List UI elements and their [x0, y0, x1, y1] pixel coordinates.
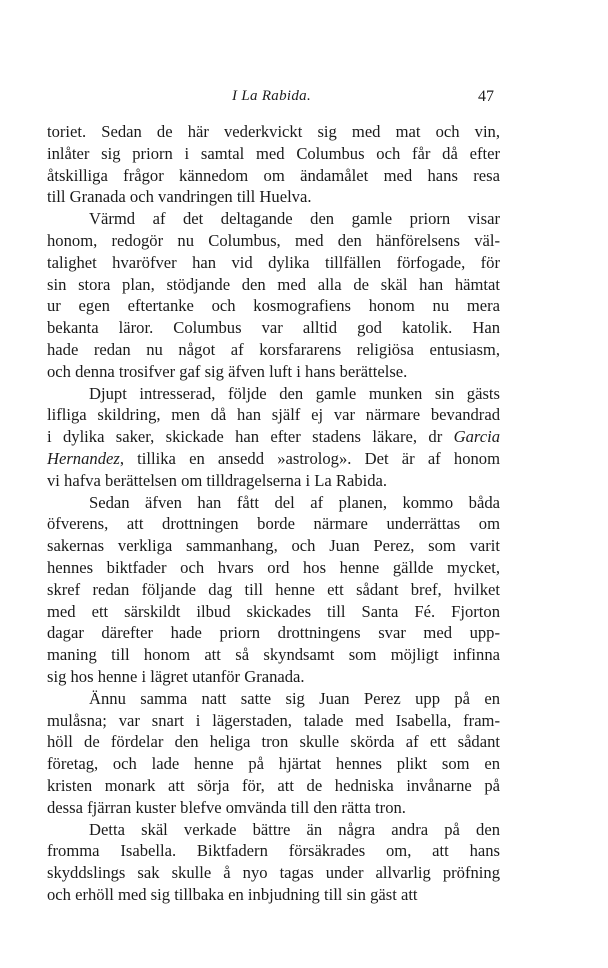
text-segment: sin stora plan, stödjande den med alla de skäl han hämtat — [47, 274, 500, 294]
text-segment: Sedan äfven han fått del af planen, kommo båda — [89, 492, 500, 512]
text-segment: i dylika saker, skickade han efter stadens läkare, dr — [47, 427, 454, 447]
text-line — [47, 186, 500, 208]
text-line — [47, 513, 500, 535]
text-line — [47, 448, 500, 470]
paragraph — [47, 688, 500, 819]
text-line — [47, 470, 500, 492]
text-line — [47, 121, 500, 143]
text-line — [47, 688, 500, 710]
italic-text: Garcia — [453, 427, 500, 447]
text-segment: toriet. Sedan de här vederkvickt sig med mat och vin, — [47, 122, 500, 141]
text-segment: honom, redogör nu Columbus, med den hänförelsens väl- — [47, 230, 500, 250]
text-segment: och denna trosifver gaf sig äfven luft i hans berättelse. — [47, 361, 408, 381]
text-segment: talighet hvaröfver han vid dylika tillfällen förfogade, för — [47, 252, 500, 272]
text-line — [47, 666, 500, 688]
text-line — [47, 295, 500, 317]
text-segment: hade redan nu något af korsfararens religiösa entusiasm, — [47, 339, 500, 359]
text-segment: Djupt intresserad, följde den gamle munken sin gästs — [89, 383, 500, 403]
text-segment: , tillika en ansedd »astrolog». Det är af honom — [119, 448, 500, 468]
text-line — [47, 557, 500, 579]
text-segment: kristen monark att sörja för, att de hedniska invånarne på — [47, 775, 500, 795]
text-segment: Värmd af det deltagande den gamle priorn visar — [89, 209, 500, 229]
text-line — [47, 383, 500, 405]
body-text — [47, 121, 500, 906]
text-segment: ur egen eftertanke och kosmografiens honom nu mera — [47, 296, 500, 316]
paragraph — [47, 208, 500, 382]
text-line — [47, 644, 500, 666]
text-segment: inlåter sig priorn i samtal med Columbus och får då efter — [47, 143, 500, 163]
text-line — [47, 317, 500, 339]
text-line — [47, 753, 500, 775]
text-segment: sakernas verkliga sammanhang, och Juan Perez, som varit — [47, 536, 500, 556]
text-line — [47, 339, 500, 361]
text-segment: lifliga skildring, men då han själf ej var närmare bevandrad — [47, 405, 500, 425]
text-segment: öfverens, att drottningen borde närmare underrättas om — [47, 514, 500, 534]
italic-text: Hernandez — [47, 448, 120, 468]
text-segment: bekanta läror. Columbus var alltid god katolik. Han — [47, 318, 500, 338]
text-segment: och erhöll med sig tillbaka en inbjudning till sin gäst att — [47, 884, 418, 904]
text-line — [47, 601, 500, 623]
text-segment: sig hos henne i lägret utanför Granada. — [47, 666, 305, 686]
paragraph — [47, 492, 500, 688]
text-line — [47, 840, 500, 862]
text-segment: åtskilliga frågor kännedom om ändamålet med hans resa — [47, 165, 500, 185]
running-head — [0, 88, 608, 110]
text-line — [47, 710, 500, 732]
text-segment: hennes biktfader och hvars ord hos henne gällde mycket, — [47, 557, 500, 577]
text-segment: till Granada och vandringen till Huelva. — [47, 187, 312, 207]
running-title: I La Rabida. — [232, 88, 312, 104]
text-line — [47, 775, 500, 797]
text-line — [47, 274, 500, 296]
text-line — [47, 143, 500, 165]
text-segment: dessa fjärran kuster blefve omvända till den rätta tron. — [47, 797, 406, 817]
text-line — [47, 165, 500, 187]
text-line — [47, 535, 500, 557]
text-line — [47, 797, 500, 819]
text-line — [47, 862, 500, 884]
paragraph — [47, 121, 500, 208]
text-segment: Ännu samma natt satte sig Juan Perez upp på en — [89, 688, 500, 708]
text-line — [47, 492, 500, 514]
text-segment: vi hafva berättelsen om tilldragelserna i La Rabida. — [47, 470, 388, 490]
text-line — [47, 230, 500, 252]
text-segment: skyddslings sak skulle å nyo tagas under allvarlig pröfning — [47, 863, 500, 883]
text-line — [47, 579, 500, 601]
text-line — [47, 731, 500, 753]
text-segment: företag, och lade henne på hjärtat hennes plikt som en — [47, 754, 500, 774]
text-segment: maning till honom att så skyndsamt som möjligt infinna — [47, 645, 500, 665]
text-line — [47, 426, 500, 448]
text-segment: skref redan följande dag till henne ett sådant bref, hvilket — [47, 579, 500, 599]
text-line — [47, 622, 500, 644]
text-segment: fromma Isabella. Biktfadern försäkrades om, att hans — [47, 841, 500, 861]
text-line — [47, 252, 500, 274]
paragraph — [47, 819, 500, 906]
text-line — [47, 361, 500, 383]
text-segment: mulåsna; var snart i lägerstaden, talade med Isabella, fram- — [47, 710, 500, 730]
text-line — [47, 884, 500, 906]
text-segment: med ett särskildt ilbud skickades till Santa Fé. Fjorton — [47, 601, 500, 621]
text-segment: höll de fördelar den heliga tron skulle skörda af ett sådant — [47, 732, 500, 752]
paragraph — [47, 383, 500, 492]
page-number: 47 — [478, 88, 494, 105]
text-segment: Detta skäl verkade bättre än några andra på den — [89, 819, 500, 839]
text-segment: dagar därefter hade priorn drottningens svar med upp- — [47, 623, 500, 643]
text-line — [47, 404, 500, 426]
text-line — [47, 208, 500, 230]
text-line — [47, 819, 500, 841]
